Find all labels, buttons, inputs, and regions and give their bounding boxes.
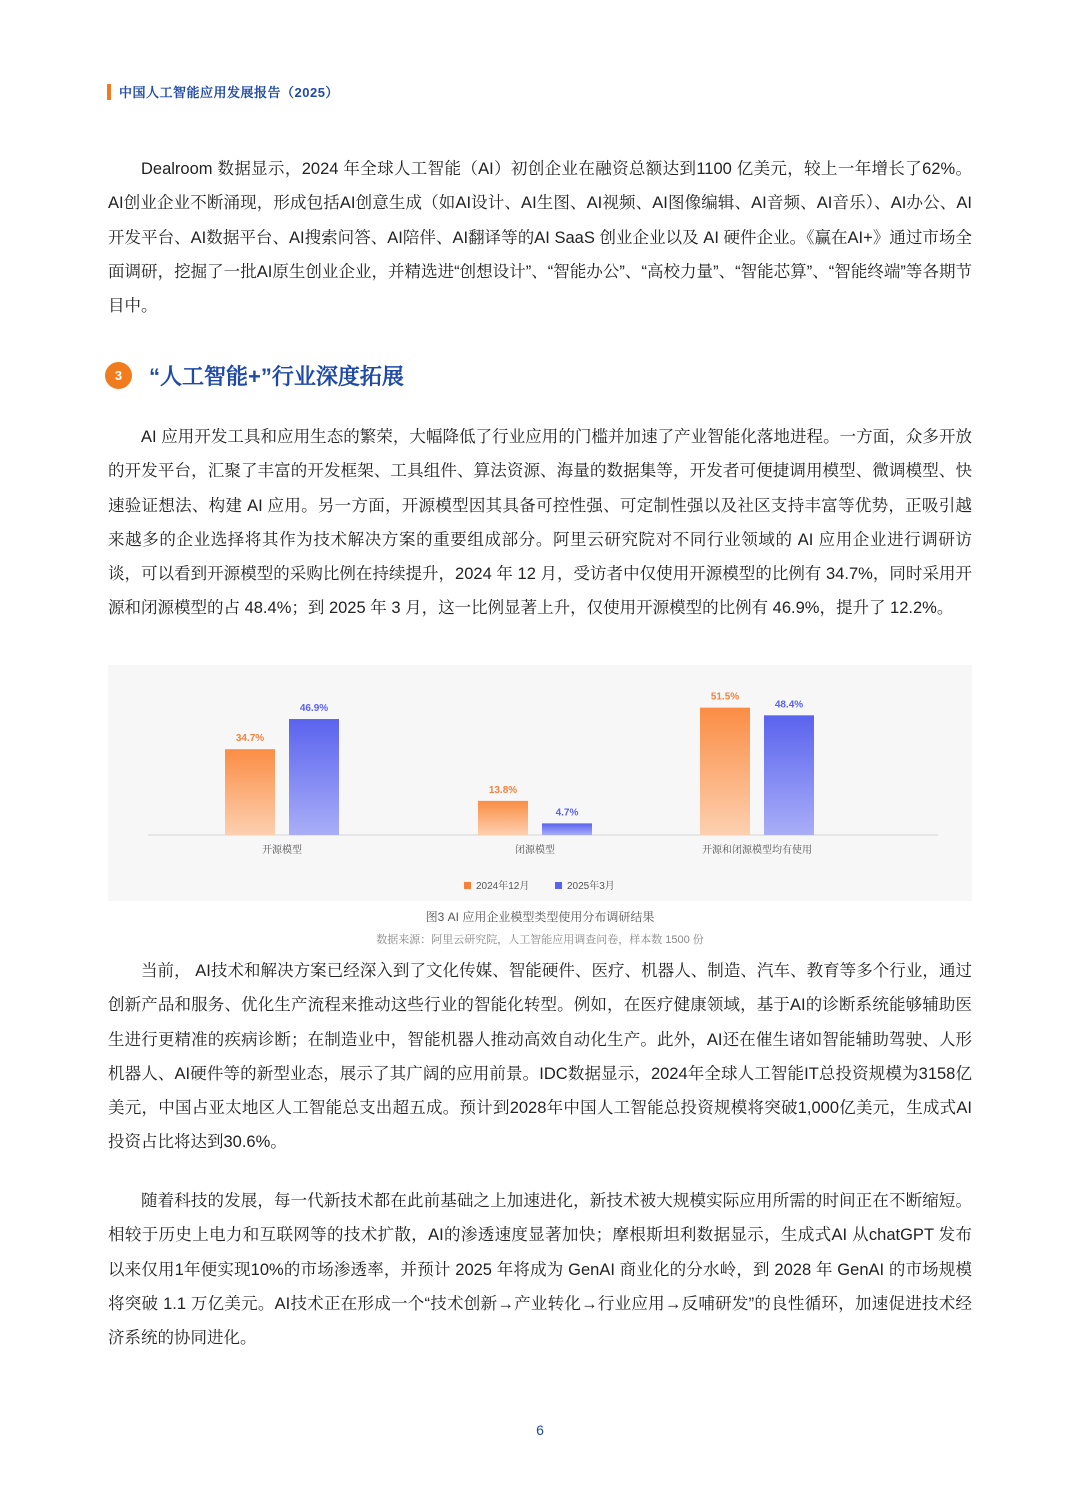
bar-chart <box>108 665 972 901</box>
legend-label: 2025年3月 <box>567 881 615 892</box>
bar-mar-2025-0 <box>289 719 339 835</box>
legend-swatch <box>555 882 562 889</box>
legend-swatch <box>464 882 471 889</box>
bar-value-label: 51.5% <box>710 691 740 703</box>
figure-caption: 图3 AI 应用企业模型类型使用分布调研结果 <box>425 910 655 924</box>
paragraph-open-source: AI 应用开发工具和应用生态的繁荣，大幅降低了行业应用的门槛并加速了产业智能化落地进程。一方面，众多开放的开发平台，汇聚了丰富的开发框架、工具组件、算法资源、海量的数据集等，开发者可便捷调用模型、微调模型、快速验证想法、构建 AI 应用。另一方面，开源模型因其具备可控性强、可定制性强以及社区支持丰富等优势，正吸引越来越多的企业选择将其作为技术解决方案的重要组成部分。阿里云研究院对不同行业领域的 AI 应用企业进行调研访谈，可以看到开源模型的采购比例在持续提升，2024 年 12 月，受访者中仅使用开源模型的比例有 34.7%，同时采用开源和闭源模型的占 48.4%；到 2025 年 3 月，这一比例显著上升，仅使用开源模型的比例有 46.9%，提升了 12.2%。 <box>108 428 972 618</box>
bar-dec-2024-2 <box>700 708 750 835</box>
page-number: 6 <box>536 1422 544 1438</box>
bar-value-label: 46.9% <box>299 703 329 715</box>
figure-source: 数据来源：阿里云研究院，人工智能应用调查问卷，样本数 1500 份 <box>376 934 704 946</box>
paragraph-dealroom: Dealroom 数据显示，2024 年全球人工智能（AI）初创企业在融资总额达到1100 亿美元，较上一年增长了62%。AI创业企业不断涌现，形成包括AI创意生成（如AI设计、AI生图、AI视频、AI图像编辑、AI音频、AI音乐）、AI办公、AI开发平台、AI数据平台、AI搜索问答、AI陪伴、AI翻译等的AI SaaS 创业企业以及 AI 硬件企业。《赢在AI+》通过市场全面调研，挖掘了一批AI原生创业企业，并精选进“创想设计”、“智能办公”、“高校力量”、“智能芯算”、“智能终端”等各期节目中。 <box>108 160 972 316</box>
header-accent-bar <box>107 84 111 100</box>
paragraph-diffusion: 随着科技的发展，每一代新技术都在此前基础之上加速进化，新技术被大规模实际应用所需的时间正在不断缩短。相较于历史上电力和互联网等的技术扩散，AI的渗透速度显著加快；摩根斯坦利数据显示，生成式AI 从chatGPT 发布以来仅用1年便实现10%的市场渗透率，并预计 2025 年将成为 GenAI 商业化的分水岭，到 2028 年 GenAI 的市场规模将突破 1.1 万亿美元。AI技术正在形成一个“技术创新→产业转化→行业应用→反哺研发”的良性循环，加速促进技术经济系统的协同进化。 <box>108 1192 972 1348</box>
bar-value-label: 34.7% <box>235 733 265 745</box>
bar-value-label: 48.4% <box>774 699 804 711</box>
running-header <box>107 82 339 101</box>
bar-value-label: 4.7% <box>555 807 579 819</box>
section-number-badge: 3 <box>105 362 132 389</box>
category-label: 闭源模型 <box>515 845 555 856</box>
category-label: 开源和闭源模型均有使用 <box>702 845 812 856</box>
paragraph-industries: 当前， AI技术和解决方案已经深入到了文化传媒、智能硬件、医疗、机器人、制造、汽车、教育等多个行业，通过创新产品和服务、优化生产流程来推动这些行业的智能化转型。例如，在医疗健康领域，基于AI的诊断系统能够辅助医生进行更精准的疾病诊断；在制造业中，智能机器人推动高效自动化生产。此外，AI还在催生诸如智能辅助驾驶、人形机器人、AI硬件等的新型业态，展示了其广阔的应用前景。IDC数据显示，2024年全球人工智能IT总投资规模为3158亿美元，中国占亚太地区人工智能总支出超五成。预计到2028年中国人工智能总投资规模将突破1,000亿美元，生成式AI投资占比将达到30.6%。 <box>108 962 972 1152</box>
section-title: “人工智能+”行业深度拓展 <box>149 364 404 389</box>
legend-label: 2024年12月 <box>476 881 530 892</box>
bar-value-label: 13.8% <box>488 784 518 796</box>
category-label: 开源模型 <box>262 845 302 856</box>
bar-dec-2024-0 <box>225 749 275 835</box>
bar-mar-2025-2 <box>764 715 814 835</box>
bar-dec-2024-1 <box>478 801 528 835</box>
bar-mar-2025-1 <box>542 823 592 835</box>
report-title: 中国人工智能应用发展报告（2025） <box>119 85 339 100</box>
chart-svg <box>108 665 972 901</box>
section-heading <box>105 360 404 391</box>
